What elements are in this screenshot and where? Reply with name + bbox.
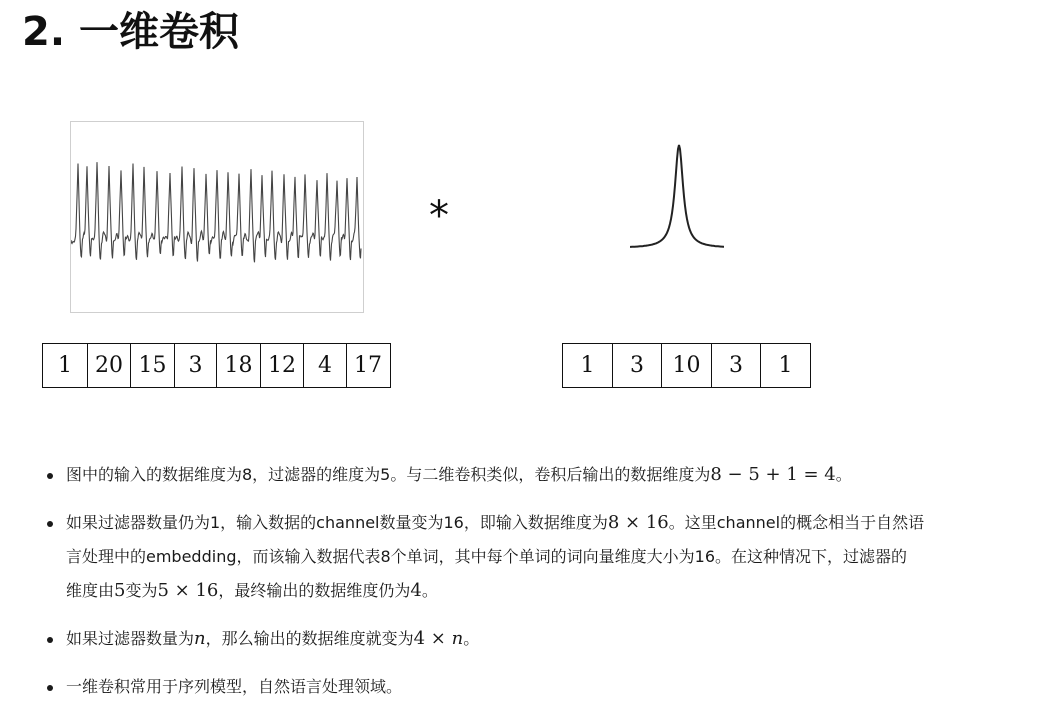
list-item-line [66,506,1029,540]
kernel-curve [630,145,724,247]
math-expression: 8 − 5 + 1 = 4 [710,464,836,485]
input-cell: 3 [174,343,218,388]
text-segment: 如果过滤器数量仍为1，输入数据的channel数量变为16，即输入数据维度为 [66,513,608,532]
filter-cell: 3 [711,343,762,388]
input-cell: 17 [346,343,391,388]
input-cell: 15 [130,343,175,388]
text-segment: 。 [463,629,480,648]
input-cell: 1 [42,343,88,388]
list-item-line [66,574,1029,608]
text-segment: ，那么输出的数据维度就变为 [205,629,414,648]
ecg-waveform [71,162,361,262]
input-sequence [42,343,391,388]
text-segment: 言处理中的embedding，而该输入数据代表8个单词，其中每个单词的词向量维度大小为16。在这种情况下，过滤器的 [66,547,908,566]
list-item-line [66,670,1029,704]
explanation-list [44,458,1029,704]
input-cell: 18 [216,343,261,388]
math-expression: 8 × 16 [607,512,669,533]
text-segment: 如果过滤器数量为 [66,629,195,648]
text-segment: 。 [421,581,438,600]
filter-cell: 1 [760,343,811,388]
filter-kernel-figure [628,140,728,255]
math-expression: 4 × n [413,628,464,649]
list-item [44,670,1029,704]
input-cell: 4 [303,343,347,388]
text-segment: 图中的输入的数据维度为8，过滤器的维度为5。与二维卷积类似，卷积后输出的数据维度为 [66,465,711,484]
math-expression: 5 × 16 [157,580,219,601]
filter-cell: 1 [562,343,613,388]
input-cell: 12 [260,343,305,388]
list-item [44,506,1029,608]
input-cell: 20 [87,343,132,388]
text-segment: ，最终输出的数据维度仍为 [218,581,411,600]
math-expression: 5 [114,580,126,601]
list-item [44,622,1029,656]
text-segment: 变为 [125,581,158,600]
page-title: 2. 一维卷积 [22,9,239,55]
list-item [44,458,1029,492]
text-segment: 一维卷积常用于序列模型，自然语言处理领域。 [66,677,403,696]
list-item-line [66,540,1029,574]
text-segment: 。 [835,465,852,484]
list-item-line [66,458,1029,492]
math-expression: 4 [410,580,422,601]
list-item-line [66,622,1029,656]
text-segment: 。这里channel的概念相当于自然语 [668,513,925,532]
filter-cell: 10 [661,343,712,388]
ecg-signal-figure [70,121,364,313]
text-segment: 维度由 [66,581,115,600]
filter-sequence [562,343,811,388]
filter-cell: 3 [612,343,663,388]
math-expression: n [194,628,206,649]
convolution-operator: * [429,193,449,239]
